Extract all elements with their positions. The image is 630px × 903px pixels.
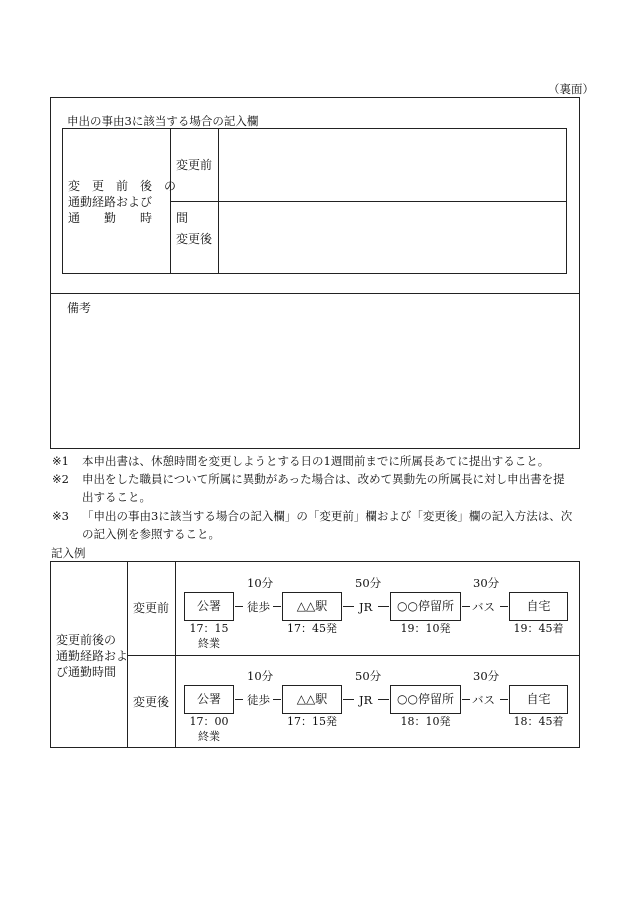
home-time-after: 18：45着	[513, 715, 564, 728]
walk-minutes-after: 10分	[247, 669, 274, 683]
walk-label-before: 徒歩	[247, 600, 270, 614]
example-title: 記入例	[51, 546, 86, 560]
bus-minutes-after: 30分	[473, 669, 500, 683]
page-side-label: （裏面）	[548, 82, 594, 96]
example-route-label-line2: 通勤経路およ	[56, 649, 129, 663]
stop-box-after: ○○停留所	[390, 685, 461, 714]
dash-before-4	[378, 606, 389, 607]
dash-after-4	[378, 699, 389, 700]
station-time-before: 17：45発	[287, 622, 337, 635]
bus-label-before: バス	[472, 600, 495, 614]
origin-time-after: 17：00	[189, 715, 229, 728]
example-row-divider	[127, 655, 580, 656]
note-1	[52, 452, 549, 470]
dash-before-2	[273, 606, 281, 607]
station-time-after: 17：15発	[287, 715, 337, 728]
stop-time-after: 18：10発	[400, 715, 451, 728]
walk-minutes-before: 10分	[247, 576, 274, 590]
note-1-text: 本申出書は、休憩時間を変更しようとする日の1週間前までに所属長あてに提出すること。	[82, 454, 550, 468]
origin-box-after: 公署	[184, 685, 234, 714]
example-route-label-line3: び通勤時間	[56, 665, 117, 679]
stop-box-before: ○○停留所	[390, 592, 461, 621]
station-box-before: △△駅	[282, 592, 342, 621]
jr-minutes-before: 50分	[355, 576, 382, 590]
route-label-line3: 通 勤 時 間	[68, 211, 189, 225]
example-before-label: 変更前	[133, 601, 170, 615]
note-2-text: 申出をした職員について所属に異動があった場合は、改めて異動先の所属長に対し申出書を提	[82, 472, 565, 486]
example-route-label-line1: 変更前後の	[56, 633, 117, 647]
jr-minutes-after: 50分	[355, 669, 382, 683]
dash-before-1	[235, 606, 243, 607]
note-2-mark: ※2	[52, 472, 69, 486]
dash-before-6	[500, 606, 508, 607]
dash-after-6	[500, 699, 508, 700]
note-3	[52, 507, 572, 525]
origin-time-note-after: 終業	[198, 730, 220, 743]
dash-after-5	[462, 699, 470, 700]
origin-time-note-before: 終業	[198, 637, 220, 650]
note-1-mark: ※1	[52, 454, 69, 468]
station-box-after: △△駅	[282, 685, 342, 714]
dash-after-3	[343, 699, 354, 700]
dash-before-3	[343, 606, 354, 607]
home-box-after: 自宅	[509, 685, 568, 714]
section-title: 申出の事由3に該当する場合の記入欄	[67, 114, 259, 128]
home-time-before: 19：45着	[513, 622, 564, 635]
note-3-text-cont: の記入例を参照すること。	[82, 527, 220, 541]
stop-time-before: 19：10発	[400, 622, 451, 635]
note-3-text: 「申出の事由3に該当する場合の記入欄」の「変更前」欄および「変更後」欄の記入方法は、次	[82, 509, 573, 523]
route-label-line1: 変 更 前 後 の	[68, 179, 177, 193]
origin-box-before: 公署	[184, 592, 234, 621]
remarks-label: 備考	[67, 301, 92, 315]
form-divider	[50, 293, 580, 294]
note-3-mark: ※3	[52, 509, 69, 523]
bus-minutes-before: 30分	[473, 576, 500, 590]
after-label: 変更後	[176, 232, 213, 246]
home-box-before: 自宅	[509, 592, 568, 621]
example-after-label: 変更後	[133, 695, 170, 709]
jr-label-after: JR	[359, 693, 373, 707]
dash-before-5	[462, 606, 470, 607]
route-table-row-divider	[170, 201, 567, 202]
bus-label-after: バス	[472, 693, 495, 707]
before-label: 変更前	[176, 158, 213, 172]
jr-label-before: JR	[359, 600, 373, 614]
origin-time-before: 17：15	[189, 622, 229, 635]
note-2	[52, 470, 565, 488]
route-label-line2: 通動経路および	[68, 195, 153, 209]
walk-label-after: 徒歩	[247, 693, 270, 707]
dash-after-2	[273, 699, 281, 700]
dash-after-1	[235, 699, 243, 700]
note-2-text-cont: 出すること。	[82, 490, 151, 504]
